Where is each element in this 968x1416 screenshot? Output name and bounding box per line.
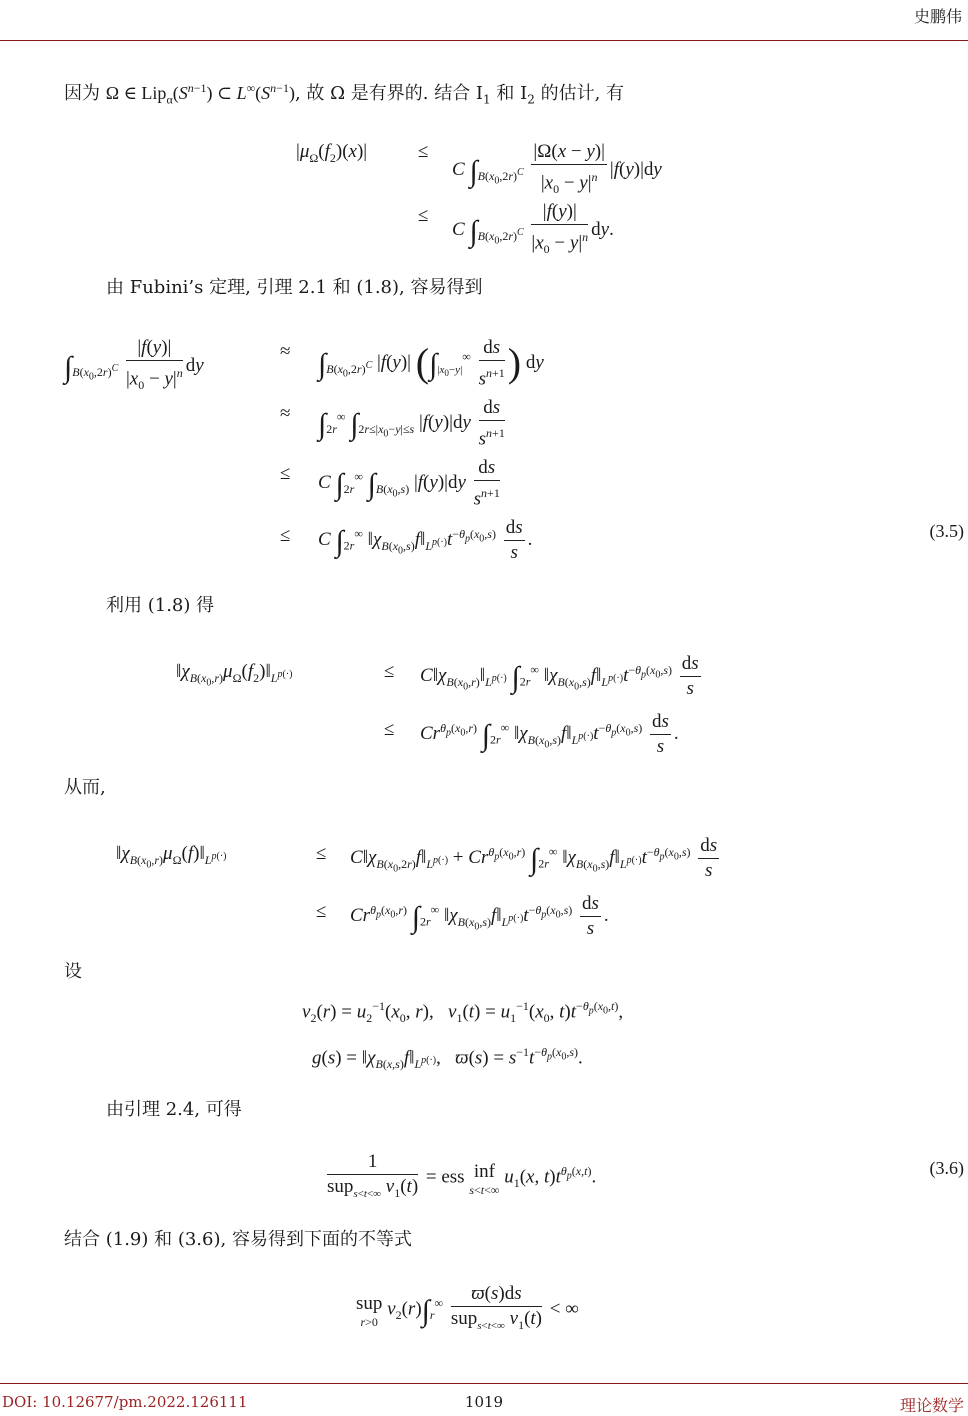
header-author: 史鹏伟 xyxy=(913,7,962,26)
equation-2-rhs-2: $\int_{2r}^\infty$ $\int_{2r\le|x_0-y|\le s}$ |f(y)|dy $\frac{ds}{s^{n+1}}$ xyxy=(318,397,505,450)
equation-4-rhs-2: $Cr^{\theta_p(x_0,r)}$ $\int_{2r}^\infty$ $‖\chi_{B(x_0,s)}f‖_{L^{p(\cdot)}}t^{-\theta_p(x_0,s)}$ $\frac{ds}{s}$ . xyxy=(350,893,609,939)
footer-rule xyxy=(0,1383,968,1384)
equation-2-lhs: $\int_{B(x_0,2r)^C}$ $\frac{|f(y)|}{|x_0 - y|^n}$ dy xyxy=(64,337,204,393)
equation-2-relation-2: ≈ xyxy=(280,403,291,424)
paragraph-6: 由引理 2.4, 可得 xyxy=(106,1099,242,1120)
header-rule xyxy=(0,40,968,41)
footer-journal-name: 理论数学 xyxy=(899,1396,964,1415)
paragraph-1-text: 因为 Ω ∈ $Lip_\alpha(S^{n-1})$ ⊂ $L^\infty(S^{n-1})$, 故 Ω 是有界的. 结合 $I_1$ 和 $I_2$ 的估计, 有 xyxy=(64,81,625,107)
paragraph-1 xyxy=(64,76,624,112)
equation-4-relation-1: ≤ xyxy=(316,843,327,864)
equation-4-relation-2: ≤ xyxy=(316,901,327,922)
equation-1-relation-2: ≤ xyxy=(418,205,429,226)
equation-3-relation-2: ≤ xyxy=(384,719,395,740)
equation-1-relation-1: ≤ xyxy=(418,141,429,162)
footer-page-number: 1019 xyxy=(464,1393,504,1411)
equation-2-rhs-1: $\int_{B(x_0,2r)^C}$ |f(y)| ($\int_{|x_0-y|}^\infty$ $\frac{ds}{s^{n+1}}$ ) dy xyxy=(318,337,544,390)
equation-3-relation-1: ≤ xyxy=(384,661,395,682)
equation-6: 1 sup$_{s<t<\infty}$ $v_1(t)$ = ess inf s<t<∞ $u_1(x$, $t)t^{\theta_p(x,t)}$. xyxy=(327,1151,597,1200)
equation-2-relation-3: ≤ xyxy=(280,463,291,484)
equation-3-rhs-1: $C‖\chi_{B(x_0,r)}‖_{L^{p(\cdot)}}$ $\int_{2r}^\infty$ $‖\chi_{B(x_0,s)}f‖_{L^{p(\cdot)}}t^{-\theta_p(x_0,s)}$ $\frac{ds}{s}$ xyxy=(420,653,699,699)
equation-2-relation-4: ≤ xyxy=(280,525,291,546)
equation-1-rhs-2: C $\int_{B(x_0,2r)^C}$ $\frac{|f(y)|}{|x_0 - y|^n}$ dy. xyxy=(452,201,614,257)
equation-tag-3-5: (3.5) xyxy=(929,521,964,541)
equation-1-line-1: $|\mu_\Omega(f_2)(x)|$ xyxy=(296,141,368,165)
equation-2-relation-1: ≈ xyxy=(280,341,291,362)
equation-2-rhs-3: C $\int_{2r}^\infty$ $\int_{B(x_0,s)}$ |f(y)|dy $\frac{ds}{s^{n+1}}$ xyxy=(318,457,500,510)
equation-2-rhs-4: C $\int_{2r}^\infty$ $‖\chi_{B(x_0,s)}f‖_{L^{p(\cdot)}}t^{-\theta_p(x_0,s)}$ $\frac{ds}{s}$ . xyxy=(318,517,533,563)
paragraph-2: 由 Fubini’s 定理, 引理 2.1 和 (1.8), 容易得到 xyxy=(106,277,483,298)
equation-7: sup r>0 $v_2(r)\int_r^\infty$ ϖ(s)ds sup$_{s<t<\infty}$ $v_1(t)$ < ∞ xyxy=(356,1283,579,1332)
paragraph-4: 从而, xyxy=(64,777,106,798)
footer-doi-link[interactable]: DOI: 10.12677/pm.2022.126111 xyxy=(2,1393,248,1411)
equation-5-line-1: $v_2(r) = u_2^{-1}(x_0$, r), $v_1(t) = u_1^{-1}(x_0$, $t)t^{-\theta_p(x_0,t)}$, xyxy=(302,999,624,1026)
equation-4-rhs-1: $C‖\chi_{B(x_0,2r)}f‖_{L^{p(\cdot)}} + Cr^{\theta_p(x_0,r)}$ $\int_{2r}^\infty$ $‖\chi_{B(x_0,s)}f‖_{L^{p(\cdot)}}t^{-\theta_p(x_0,s)}$ $\frac{ds}{s}$ xyxy=(350,835,718,881)
equation-5-line-2: $g(s) = ‖\chi_{B(x,s)}f‖_{L^{p(\cdot)}}$, $ϖ(s) = s^{-1}t^{-\theta_p(x_0,s)}$. xyxy=(312,1045,583,1072)
equation-1-rhs-1: C $\int_{B(x_0,2r)^C}$ $\frac{|\Omega(x - y)|}{|x_0 - y|^n}$ |f(y)|dy xyxy=(452,141,662,197)
equation-3-rhs-2: $Cr^{\theta_p(x_0,r)}$ $\int_{2r}^\infty$ $‖\chi_{B(x_0,s)}f‖_{L^{p(\cdot)}}t^{-\theta_p(x_0,s)}$ $\frac{ds}{s}$ . xyxy=(420,711,679,757)
equation-4-lhs: $‖\chi_{B(x_0,r)}\mu_\Omega(f)‖_{L^{p(\cdot)}}$ xyxy=(116,843,227,871)
paragraph-3: 利用 (1.8) 得 xyxy=(106,595,215,616)
equation-tag-3-6: (3.6) xyxy=(929,1158,964,1178)
paragraph-7: 结合 (1.9) 和 (3.6), 容易得到下面的不等式 xyxy=(64,1229,412,1250)
paragraph-5: 设 xyxy=(64,961,82,982)
equation-3-lhs: $‖\chi_{B(x_0,r)}\mu_\Omega(f_2)‖_{L^{p(\cdot)}}$ xyxy=(176,661,293,689)
